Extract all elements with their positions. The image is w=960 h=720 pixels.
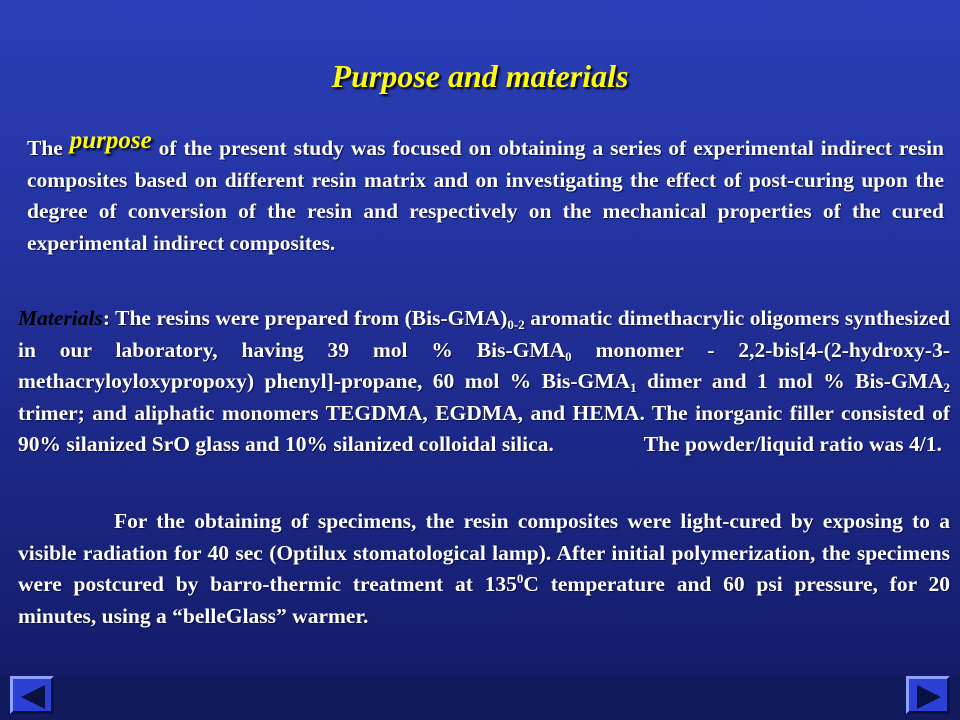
previous-slide-button[interactable] [10,676,54,714]
purpose-keyword: purpose [69,127,152,154]
specimens-superscript: 0 [516,571,524,586]
purpose-lead: The [27,136,70,160]
materials-subscript-4: 2 [943,380,951,395]
triangle-left-icon [17,683,49,711]
materials-text-3: monomer - 2,2-bis[4-(2-hydroxy-3-methacryloyloxypropoxy) phenyl]-propane, 60 mol % Bis-GMA [18,337,951,393]
materials-text-1: : The resins were prepared from (Bis-GMA) [102,306,508,330]
materials-subscript-3: 1 [630,380,637,395]
materials-text-2: aromatic dimethacrylic oligomers synthesized in our laboratory, having 39 mol % Bis-GMA [18,306,950,362]
specimens-text-1: For the obtaining of specimens, the resin composites were light-cured by exposing to a visible radiation for 40 sec (Optilux stomatological lamp). After initial polymerization, the specimens were postcured by barro-thermic treatment at 135 [18,509,950,596]
specimens-paragraph [18,506,950,632]
materials-keyword: Materials [18,306,103,330]
next-slide-button[interactable] [906,676,950,714]
materials-paragraph [18,303,950,461]
materials-subscript-2: 0 [565,348,572,364]
bottom-bar [0,676,960,720]
materials-subscript-1: 0-2 [507,317,525,332]
triangle-right-icon [913,683,945,711]
powder-liquid-ratio: The powder/liquid ratio was 4/1. [643,432,942,456]
specimens-text-2: C temperature and 60 psi pressure, for 20 minutes, using a “belleGlass” warmer. [18,572,950,628]
materials-text-5: trimer; and aliphatic monomers TEGDMA, EGDMA, and HEMA. The inorganic filler consisted of 90% silanized SrO glass and 10% silanized colloidal silica. [18,400,950,456]
purpose-paragraph [27,127,944,259]
purpose-text: of the present study was focused on obtaining a series of experimental indirect resin composites based on different resin matrix and on investigating the effect of post-curing upon the degree of conversion of the resin and respectively on the mechanical properties of the cured experimental indirect composites. [27,136,944,255]
slide-title: Purpose and materials [331,58,629,94]
materials-text-4: dimer and 1 mol % Bis-GMA [636,369,944,393]
